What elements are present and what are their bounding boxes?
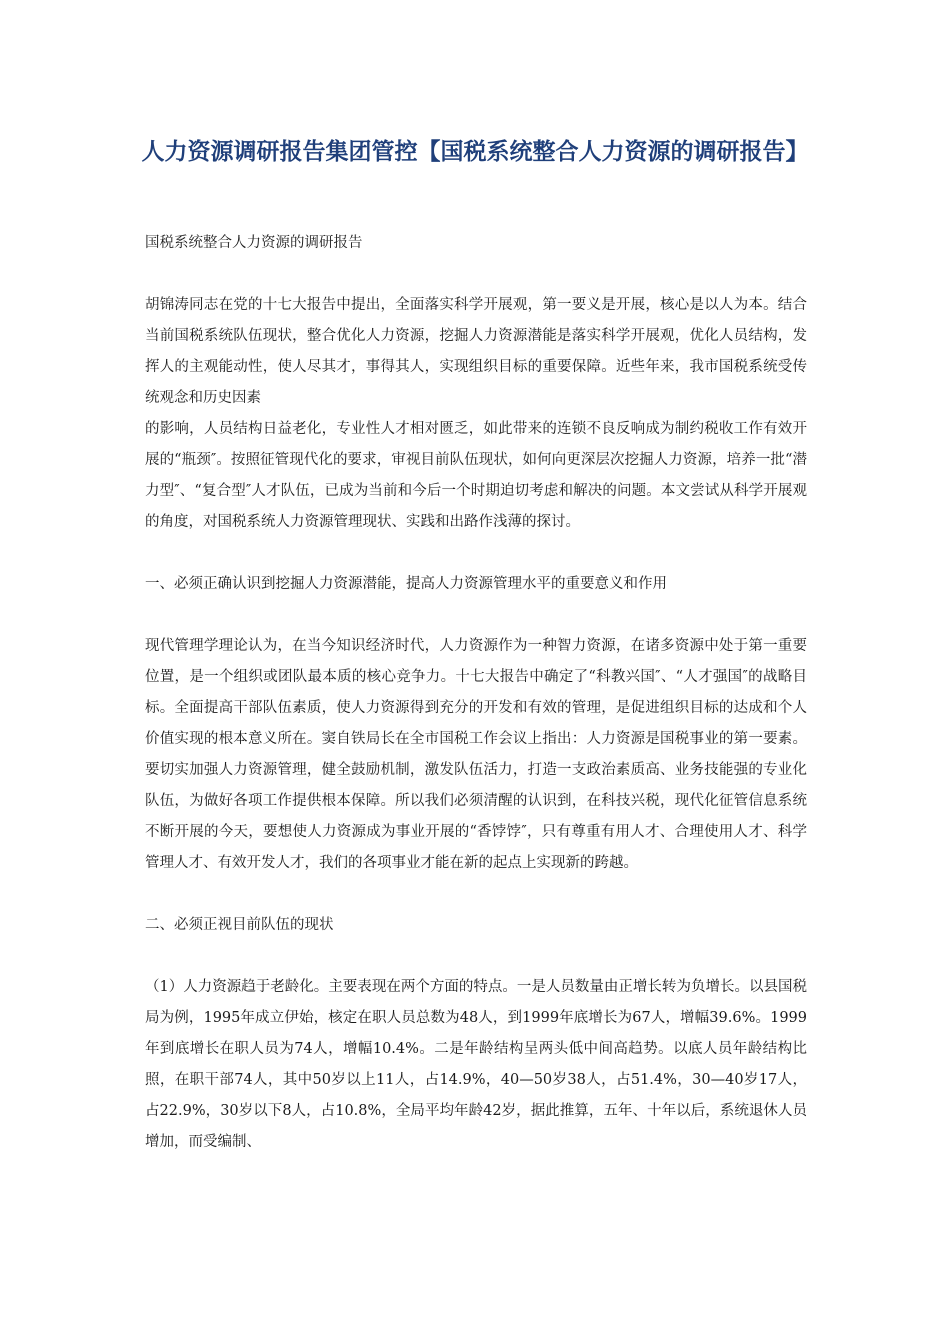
body-paragraph: 胡锦涛同志在党的十七大报告中提出，全面落实科学开展观，第一要义是开展，核心是以人为本。结合当前国税系统队伍现状，整合优化人力资源，挖掘人力资源潜能是落实科学开展观，优化人员结构，发挥人的主观能动性，使人尽其才，事得其人，实现组织目标的重要保障。近些年来，我市国税系统受传统观念和历史因素 <box>145 297 807 406</box>
paragraph-gap <box>145 879 807 910</box>
document-title: 人力资源调研报告集团管控【国税系统整合人力资源的调研报告】 <box>141 139 809 165</box>
body-paragraph: 的影响，人员结构日益老化，专业性人才相对匮乏，如此带来的连锁不良反响成为制约税收工作有效开展的“瓶颈″。按照征管现代化的要求，审视目前队伍现状，如何向更深层次挖掘人力资源，培养一批“潜力型″、“复合型″人才队伍，已成为当前和今后一个时期迫切考虑和解决的问题。本文尝试从科学开展观的角度，对国税系统人力资源管理现状、实践和出路作浅薄的探讨。 <box>145 421 807 530</box>
paragraph-gap <box>145 538 807 569</box>
paragraph-gap <box>145 600 807 631</box>
section-heading: 二、必须正视目前队伍的现状 <box>145 917 334 933</box>
body-paragraph: 现代管理学理论认为，在当今知识经济时代，人力资源作为一种智力资源，在诸多资源中处于第一重要位置，是一个组织或团队最本质的核心竞争力。十七大报告中确定了“科教兴国″、“人才强国″的战略目标。全面提高干部队伍素质，使人力资源得到充分的开发和有效的管理，是促进组织目标的达成和个人价值实现的根本意义所在。窦自铁局长在全市国税工作会议上指出：人力资源是国税事业的第一要素。要切实加强人力资源管理，健全鼓励机制，激发队伍活力，打造一支政治素质高、业务技能强的专业化队伍，为做好各项工作提供根本保障。所以我们必须清醒的认识到，在科技兴税，现代化征管信息系统不断开展的今天，要想使人力资源成为事业开展的“香饽饽″，只有尊重有用人才、合理使用人才、科学管理人才、有效开发人才，我们的各项事业才能在新的起点上实现新的跨越。 <box>145 638 807 871</box>
paragraph-gap <box>145 941 807 972</box>
section-heading: 一、必须正确认识到挖掘人力资源潜能，提高人力资源管理水平的重要意义和作用 <box>145 576 667 592</box>
paragraph-gap <box>145 259 807 290</box>
document-body <box>145 228 807 1158</box>
document-subtitle: 国税系统整合人力资源的调研报告 <box>145 235 363 251</box>
body-paragraph: （1）人力资源趋于老龄化。主要表现在两个方面的特点。一是人员数量由正增长转为负增长。以县国税局为例，1995年成立伊始，核定在职人员总数为48人，到1999年底增长为67人，增幅39.6%。1999年到底增长在职人员为74人，增幅10.4%。二是年龄结构呈两头低中间高趋势。以底人员年龄结构比照，在职干部74人，其中50岁以上11人，占14.9%，40—50岁38人，占51.4%，30—40岁17人，占22.9%，30岁以下8人，占10.8%，全局平均年龄42岁，据此推算，五年、十年以后，系统退休人员增加，而受编制、 <box>145 979 807 1150</box>
